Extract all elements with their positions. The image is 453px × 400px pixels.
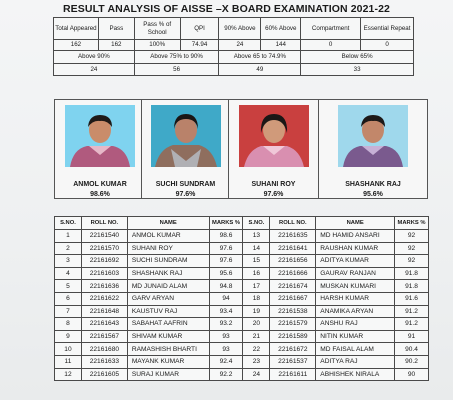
summary-header: Compartment	[301, 18, 361, 40]
summary-value-row	[54, 40, 414, 51]
summary-header: Pass % of School	[134, 18, 180, 40]
table-cell: 92.2	[209, 368, 243, 381]
column-header: ROLL NO.	[81, 217, 127, 230]
table-cell: 14	[243, 242, 270, 255]
table-row	[55, 292, 429, 305]
table-cell: 6	[55, 292, 82, 305]
table-cell: 16	[243, 267, 270, 280]
table-cell: RAMASHISH BHARTI	[127, 343, 209, 356]
band-value: 33	[301, 64, 414, 76]
column-header: MARKS %	[395, 217, 429, 230]
summary-header: 60% Above	[261, 18, 301, 40]
table-cell: SHASHANK RAJ	[127, 267, 209, 280]
table-cell: ADITYA RAJ	[316, 355, 395, 368]
table-cell: 91.8	[395, 280, 429, 293]
band-header: Above 75% to 90%	[134, 51, 219, 64]
page-title: RESULT ANALYSIS OF AISSE –X BOARD EXAMINATION 2021-22	[63, 3, 390, 15]
table-cell: GAURAV RANJAN	[316, 267, 395, 280]
topper-percent: 95.6%	[363, 191, 383, 198]
topper-name: SUHANI ROY	[251, 181, 296, 188]
column-header: ROLL NO.	[270, 217, 316, 230]
table-cell: 22161537	[270, 355, 316, 368]
topper-name: SHASHANK RAJ	[345, 181, 401, 188]
table-cell: 97.6	[209, 242, 243, 255]
band-header: Above 65 to 74.9%	[219, 51, 301, 64]
summary-header: QPI	[180, 18, 219, 40]
table-cell: 7	[55, 305, 82, 318]
table-cell: 92.4	[209, 355, 243, 368]
table-cell: SUHANI ROY	[127, 242, 209, 255]
table-cell: 22161648	[81, 305, 127, 318]
topper-photo	[239, 105, 309, 167]
table-cell: MUSKAN KUMARI	[316, 280, 395, 293]
band-value: 49	[219, 64, 301, 76]
table-cell: 22161633	[81, 355, 127, 368]
results-body	[55, 230, 429, 381]
table-cell: 22161674	[270, 280, 316, 293]
table-cell: 1	[55, 230, 82, 243]
table-cell: MD JUNAID ALAM	[127, 280, 209, 293]
table-cell: 22161656	[270, 255, 316, 268]
summary-value: 100%	[134, 40, 180, 51]
table-cell: SURAJ KUMAR	[127, 368, 209, 381]
table-cell: 22161603	[81, 267, 127, 280]
table-cell: 23	[243, 355, 270, 368]
table-cell: 93	[209, 343, 243, 356]
summary-header: Total Appeared	[54, 18, 99, 40]
table-cell: 92	[395, 230, 429, 243]
summary-value: 0	[361, 40, 414, 51]
table-cell: MD FAISAL ALAM	[316, 343, 395, 356]
summary-value: 0	[301, 40, 361, 51]
table-cell: 8	[55, 318, 82, 331]
band-value-row	[54, 64, 414, 76]
table-cell: 22161635	[270, 230, 316, 243]
table-cell: 95.6	[209, 267, 243, 280]
column-header: NAME	[127, 217, 209, 230]
table-cell: 22161641	[270, 242, 316, 255]
summary-value: 162	[98, 40, 134, 51]
table-cell: 22	[243, 343, 270, 356]
summary-value: 162	[54, 40, 99, 51]
table-row	[55, 267, 429, 280]
table-cell: 90.2	[395, 355, 429, 368]
table-cell: 93.4	[209, 305, 243, 318]
table-cell: 22161540	[81, 230, 127, 243]
summary-header: Essential Repeat	[361, 18, 414, 40]
table-cell: 10	[55, 343, 82, 356]
table-row	[55, 242, 429, 255]
table-cell: 20	[243, 318, 270, 331]
topper-photo	[65, 105, 135, 167]
table-cell: 21	[243, 330, 270, 343]
band-header: Above 90%	[54, 51, 135, 64]
table-cell: 22161667	[270, 292, 316, 305]
table-cell: 93.2	[209, 318, 243, 331]
table-cell: 3	[55, 255, 82, 268]
band-value: 24	[54, 64, 135, 76]
table-cell: 94.8	[209, 280, 243, 293]
table-cell: 18	[243, 292, 270, 305]
column-header: MARKS %	[209, 217, 243, 230]
results-table	[54, 216, 429, 381]
table-row	[55, 368, 429, 381]
table-cell: MD HAMID ANSARI	[316, 230, 395, 243]
table-cell: 24	[243, 368, 270, 381]
table-cell: 22161605	[81, 368, 127, 381]
topper-percent: 98.6%	[90, 191, 110, 198]
table-cell: 90	[395, 368, 429, 381]
table-row	[55, 280, 429, 293]
table-cell: 22161570	[81, 242, 127, 255]
summary-value: 74.94	[180, 40, 219, 51]
topper-card-2	[141, 99, 230, 199]
table-row	[55, 230, 429, 243]
table-cell: 97.6	[209, 255, 243, 268]
table-cell: SHIVAM KUMAR	[127, 330, 209, 343]
table-cell: NITIN KUMAR	[316, 330, 395, 343]
table-cell: 90.4	[395, 343, 429, 356]
table-cell: 92	[395, 242, 429, 255]
summary-header: 90% Above	[219, 18, 261, 40]
table-cell: KAUSTUV RAJ	[127, 305, 209, 318]
table-row	[55, 355, 429, 368]
table-cell: 22161579	[270, 318, 316, 331]
table-cell: 2	[55, 242, 82, 255]
column-header: NAME	[316, 217, 395, 230]
table-cell: RAUSHAN KUMAR	[316, 242, 395, 255]
table-cell: 93	[209, 330, 243, 343]
topper-card-3	[228, 99, 319, 199]
table-cell: 9	[55, 330, 82, 343]
summary-table	[53, 17, 414, 76]
summary-header-row	[54, 18, 414, 40]
table-cell: GARV ARYAN	[127, 292, 209, 305]
table-cell: 98.6	[209, 230, 243, 243]
table-row	[55, 318, 429, 331]
table-cell: ANMOL KUMAR	[127, 230, 209, 243]
table-cell: 22161666	[270, 267, 316, 280]
table-cell: 94	[209, 292, 243, 305]
table-cell: 19	[243, 305, 270, 318]
table-row	[55, 255, 429, 268]
table-cell: SUCHI SUNDRAM	[127, 255, 209, 268]
topper-percent: 97.6%	[263, 191, 284, 198]
table-cell: 22161622	[81, 292, 127, 305]
table-cell: 22161589	[270, 330, 316, 343]
table-cell: ADITYA KUMAR	[316, 255, 395, 268]
table-cell: SABAHAT AAFRIN	[127, 318, 209, 331]
table-cell: 17	[243, 280, 270, 293]
table-cell: ANSHU RAJ	[316, 318, 395, 331]
table-row	[55, 330, 429, 343]
table-cell: 5	[55, 280, 82, 293]
summary-value: 144	[261, 40, 301, 51]
table-cell: 91.2	[395, 318, 429, 331]
table-cell: 22161567	[81, 330, 127, 343]
topper-percent: 97.6%	[175, 191, 196, 198]
table-cell: 22161672	[270, 343, 316, 356]
table-cell: 15	[243, 255, 270, 268]
table-cell: 22161538	[270, 305, 316, 318]
summary-value: 24	[219, 40, 261, 51]
column-header: S.NO.	[243, 217, 270, 230]
band-header: Below 65%	[301, 51, 414, 64]
table-cell: HARSH KUMAR	[316, 292, 395, 305]
table-cell: 12	[55, 368, 82, 381]
table-cell: 91.8	[395, 267, 429, 280]
table-row	[55, 343, 429, 356]
table-cell: 22161611	[270, 368, 316, 381]
topper-name: ANMOL KUMAR	[73, 181, 127, 188]
topper-card-4	[318, 99, 428, 199]
band-header-row	[54, 51, 414, 64]
table-cell: 11	[55, 355, 82, 368]
column-header: S.NO.	[55, 217, 82, 230]
topper-name: SUCHI SUNDRAM	[155, 181, 216, 188]
table-cell: ANAMIKA ARYAN	[316, 305, 395, 318]
table-row	[55, 305, 429, 318]
table-cell: 13	[243, 230, 270, 243]
topper-card-1	[54, 99, 146, 199]
table-cell: 22161643	[81, 318, 127, 331]
topper-photo	[338, 105, 408, 167]
table-cell: 22161636	[81, 280, 127, 293]
topper-photo	[151, 105, 221, 167]
table-cell: MAYANK KUMAR	[127, 355, 209, 368]
band-value: 56	[134, 64, 219, 76]
table-cell: 91.6	[395, 292, 429, 305]
table-cell: 22161692	[81, 255, 127, 268]
table-cell: 91.2	[395, 305, 429, 318]
summary-header: Pass	[98, 18, 134, 40]
table-cell: 22161680	[81, 343, 127, 356]
table-cell: ABHISHEK NIRALA	[316, 368, 395, 381]
table-cell: 91	[395, 330, 429, 343]
table-cell: 92	[395, 255, 429, 268]
table-cell: 4	[55, 267, 82, 280]
results-header-row	[55, 217, 429, 230]
